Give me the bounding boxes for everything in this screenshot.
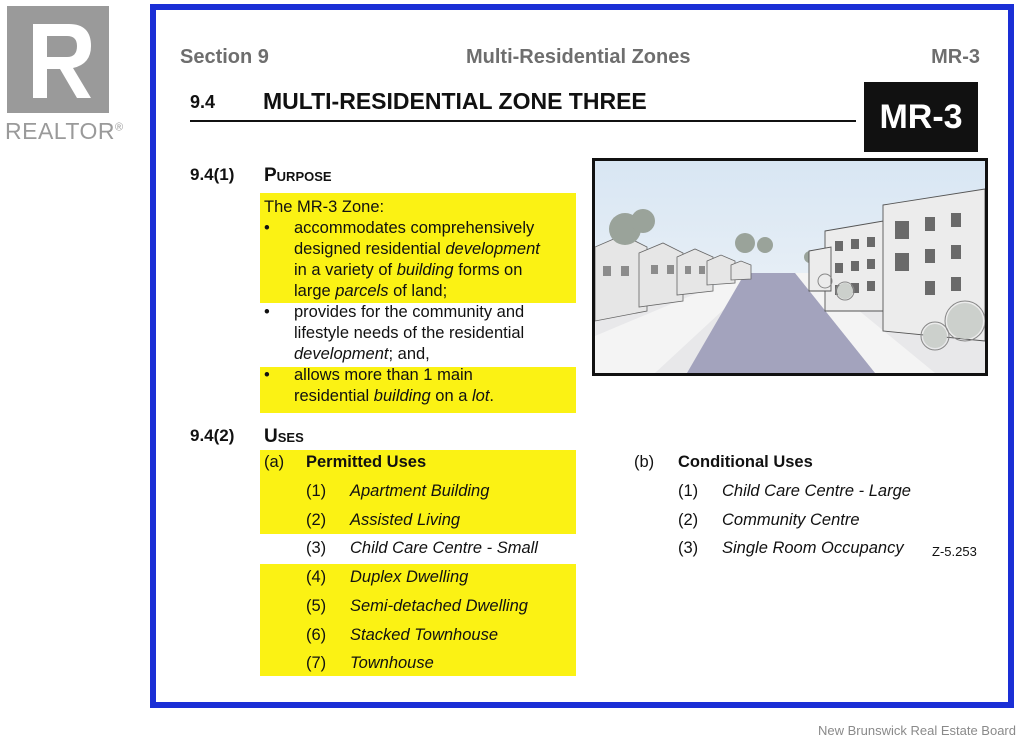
realtor-logo [5, 6, 124, 144]
purpose-label-text: Purpose [264, 165, 332, 186]
permitted-title: Permitted Uses [306, 453, 427, 471]
header-title: Multi-Residential Zones [466, 46, 691, 68]
section-title: MULTI-RESIDENTIAL ZONE THREE [263, 88, 647, 114]
purpose-bullet-line [294, 239, 540, 260]
zone-badge: MR-3 [864, 82, 978, 152]
text-run: . [489, 387, 495, 405]
conditional-item-label: Single Room Occupancy [722, 539, 904, 558]
realtor-r-mark-icon [7, 6, 109, 113]
italic-term: development [445, 240, 540, 258]
permitted-item-number: (3) [306, 539, 327, 558]
permitted-item-label: Duplex Dwelling [350, 568, 469, 587]
purpose-bullet-line [294, 218, 534, 239]
bullet-icon: • [264, 303, 270, 321]
purpose-number: 9.4(1) [190, 165, 235, 184]
text-run: residential [294, 387, 374, 405]
text-run: ; and, [388, 345, 430, 363]
text-run: of land; [388, 282, 448, 300]
purpose-intro: The MR-3 Zone: [264, 198, 385, 216]
uses-label-text: Uses [264, 426, 304, 447]
italic-term: building [373, 387, 431, 405]
purpose-bullet-line [294, 386, 494, 407]
conditional-title: Conditional Uses [678, 453, 813, 471]
permitted-item-number: (2) [306, 510, 327, 529]
conditional-item-number: (3) [678, 539, 699, 558]
header-section: Section 9 [180, 46, 269, 68]
permitted-item-label: Stacked Townhouse [350, 625, 498, 644]
conditional-marker: (b) [634, 453, 655, 471]
heading-rule [190, 120, 856, 122]
purpose-bullet-line [294, 344, 430, 365]
permitted-item-number: (4) [306, 568, 327, 587]
text-run: large [294, 282, 336, 300]
purpose-bullet-line [294, 260, 522, 281]
text-run: lifestyle needs of the residential [294, 324, 525, 342]
permitted-item-number: (5) [306, 596, 327, 615]
purpose-bullet-line [294, 281, 447, 302]
header-zone-code: MR-3 [931, 46, 980, 68]
bullet-icon: • [264, 219, 270, 237]
italic-term: lot [471, 387, 490, 405]
conditional-item-label: Child Care Centre - Large [722, 482, 911, 500]
permitted-item-number: (6) [306, 625, 327, 644]
permitted-item-label: Townhouse [350, 654, 434, 673]
permitted-item-label: Semi-detached Dwelling [350, 596, 528, 615]
purpose-bullet-line [294, 302, 524, 323]
purpose-bullet-line [294, 365, 473, 386]
text-run: accommodates comprehensively [294, 219, 535, 237]
text-run: forms on [453, 261, 523, 279]
permitted-item-number: (1) [306, 482, 327, 500]
section-number: 9.4 [190, 92, 216, 112]
text-run: on a [430, 387, 472, 405]
bullet-icon: • [264, 366, 270, 384]
text-run: in a variety of [294, 261, 397, 279]
permitted-item-label: Apartment Building [350, 482, 490, 500]
conditional-item-label: Community Centre [722, 510, 860, 529]
permitted-marker: (a) [264, 453, 285, 471]
uses-label [264, 426, 304, 448]
purpose-bullet-line [294, 323, 524, 344]
text-run: allows more than 1 main [294, 366, 473, 384]
purpose-label [264, 165, 332, 187]
conditional-item-number: (2) [678, 510, 699, 529]
listing-credit: New Brunswick Real Estate Board [818, 723, 1016, 738]
italic-term: building [396, 261, 454, 279]
permitted-item-label: Assisted Living [350, 510, 461, 529]
zone-illustration [592, 158, 988, 376]
text-run: provides for the community and [294, 303, 525, 321]
italic-term: parcels [335, 282, 389, 300]
uses-number: 9.4(2) [190, 426, 235, 445]
bylaw-reference-note: Z-5.253 [932, 544, 977, 559]
text-run: designed residential [294, 240, 446, 258]
zoning-document-page [150, 4, 1014, 708]
realtor-wordmark: REALTOR® [5, 118, 124, 144]
italic-term: development [294, 345, 389, 363]
permitted-item-number: (7) [306, 654, 327, 673]
permitted-item-label: Child Care Centre - Small [350, 539, 538, 558]
conditional-item-number: (1) [678, 482, 699, 500]
